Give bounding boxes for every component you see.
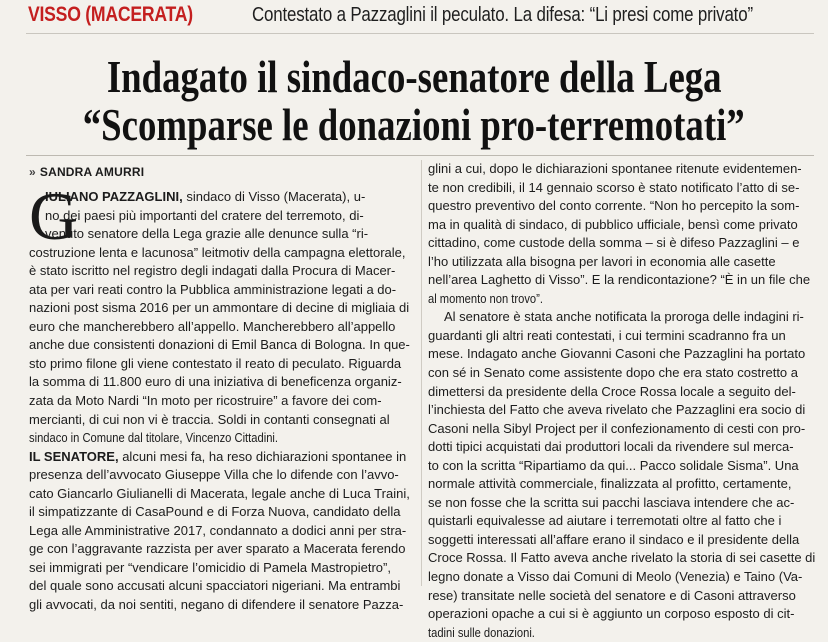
article-line: quistarli equivalesse ad aiutare i terremotati oltre al fatto che i (428, 513, 782, 529)
article-line: sindaco in Comune dal titolare, Vincenzo Cittadini. (29, 430, 279, 446)
headline-line-1: Indagato il sindaco-senatore della Lega (106, 51, 722, 102)
author-name: SANDRA AMURRI (39, 165, 145, 179)
article-line: dimettersi da presidente della Croce Rossa locale a seguito del- (428, 383, 796, 399)
article-line: ata per vari reati contro la Pubblica amministrazione legati a do- (29, 281, 397, 297)
article-line: normale attività commerciale, finalizzata al profitto, certamente, (428, 476, 792, 492)
article-line: anche due consistenti donazioni di Emil Banca di Bologna. In que- (29, 337, 410, 353)
article-line: al momento non trovo”. (428, 290, 543, 306)
article-line: nazioni post sisma 2016 per un ammontare di decine di migliaia di (29, 300, 410, 316)
article-line: glini a cui, dopo le dichiarazioni spontanee ritenute evidentemen- (428, 161, 802, 176)
article-line: mese. Indagato anche Giovanni Casoni che Pazzaglini ha portato (428, 346, 806, 362)
article-line: gli avvocati, da noi sentiti, negano di difendere il senatore Pazza- (29, 597, 404, 613)
article-line: tadini sulle donazioni. (428, 624, 535, 640)
article-line: presenza dell’avvocato Giuseppe Villa che lo difende con l’avvo- (29, 467, 399, 483)
article-line: soggetti interessati all’affare erano il sindaco e il presidente della (428, 531, 800, 547)
article-line: cittadino, come custode della somma – si è difeso Pazzaglini – e (428, 235, 800, 251)
kicker-subtitle: Contestato a Pazzaglini il peculato. La difesa: “Li presi come privato” (252, 4, 753, 26)
lead-in: IL SENATORE, (29, 448, 119, 464)
article-line: Casoni nella Sibyl Project per il confezionamento di cesti con pro- (428, 420, 806, 436)
article-line: te non credibili, il 14 gennaio scorso è stato notificato l’atto di se- (428, 179, 800, 195)
article-line: euro che mancherebbero all’appello. Mancherebbero all’appello (29, 318, 396, 334)
article-line: rese) transitate nelle società del senatore e di Casoni attraverso (428, 587, 796, 603)
article-line: la somma di 11.800 euro di una iniziativa di beneficenza organiz- (29, 374, 402, 390)
kicker-location: VISSO (MACERATA) (28, 3, 193, 26)
article-line: IULIANO PAZZAGLINI, sindaco di Visso (Macerata), u- (45, 189, 366, 204)
article-line: Croce Rossa. Il Fatto aveva anche rivelato la storia di sei casette di (428, 550, 816, 566)
headline-line-2: “Scomparse le donazioni pro-terremotati” (83, 99, 745, 150)
article-line: dotti tipici acquistati dai produttori locali da rivendere sul merca- (428, 439, 794, 455)
article-line: costruzione lenta e lacunosa” leitmotiv della campagna elettorale, (29, 244, 406, 260)
article-line: questro preventivo del conto corrente. “Non ho percepito la som- (428, 198, 800, 214)
article-line: ma in qualità di sindaco, di pubblico ufficiale, bensì come privato (428, 216, 798, 232)
drop-cap: G (29, 178, 79, 254)
article-line: legno donate a Visso dai Comuni di Meolo (Venezia) e Taino (Va- (428, 569, 803, 585)
article-line: sei immigrati per “vendicare l’omicidio di Pamela Mastropietro”, (29, 559, 391, 575)
column-separator (421, 160, 422, 586)
article-line: se non fosse che la scritta sui pacchi lasciava intendere che ac- (428, 494, 795, 510)
article-line: ge con l’aggravante razzista per aver sparato a Macerata ferendo (29, 541, 406, 557)
article-line: zata da Moto Nardi “In moto per ricostruire” a favore dei com- (29, 393, 382, 409)
article-line: no dei paesi più importanti del cratere del terremoto, di- (45, 207, 364, 223)
kicker-bar (26, 0, 814, 34)
byline (29, 160, 415, 188)
article-line: sto primo filone gli viene contestato il reato di peculato. Riguarda (29, 355, 402, 371)
headline-divider (26, 155, 814, 156)
article-column-1 (29, 160, 415, 615)
article-line: nell’area Laghetto di Visso”. E la rendicontazione? “È in un file che (428, 272, 811, 288)
article-line: to con la scritta “Ripartiamo da qui... Pacco solidale Sisma”. Una (428, 457, 799, 473)
article-line: l’ho utilizzata alla bisogna per lavori in economia alle casette (428, 253, 776, 269)
article-line: mercianti, di cui non vi è traccia. Soldi in contanti consegnati al (29, 411, 390, 427)
article-line: guardanti gli altri reati contestati, i cui termini scadranno fra un (428, 327, 786, 343)
article-line: con sé in Senato come assistente dopo che era stato costretto a (428, 365, 798, 381)
article-line: IL SENATORE, alcuni mesi fa, ha reso dichiarazioni spontanee in (29, 448, 407, 464)
article-line: l’inchiesta del Fatto che aveva rivelato che Pazzaglini era socio di (428, 402, 806, 418)
article-line: Lega alle Amministrative 2017, condannato a dodici anni per stra- (29, 522, 407, 538)
article-line: del quale sono accusati alcuni spacciatori nigeriani. Ma entrambi (29, 578, 401, 594)
article-line: è stato iscritto nel registro degli indagati dalla Procura di Macer- (29, 263, 396, 279)
article-line: operazioni opache a cui si è aggiunto un corposo esposto di cit- (428, 606, 795, 622)
article-line: venuto senatore della Lega grazie alle denunce sulla “ri- (45, 226, 369, 242)
article-line: il simpatizzante di CasaPound e di Forza Nuova, candidato della (29, 504, 401, 520)
article-column-2 (428, 160, 816, 642)
lead-in: IULIANO PAZZAGLINI, (45, 189, 183, 204)
byline-marker: » (29, 165, 36, 179)
article-line: cato Giancarlo Giulianelli di Macerata, legale anche di Luca Traini, (29, 485, 410, 501)
article-line: Al senatore è stata anche notificata la proroga delle indagini ri- (444, 309, 804, 325)
